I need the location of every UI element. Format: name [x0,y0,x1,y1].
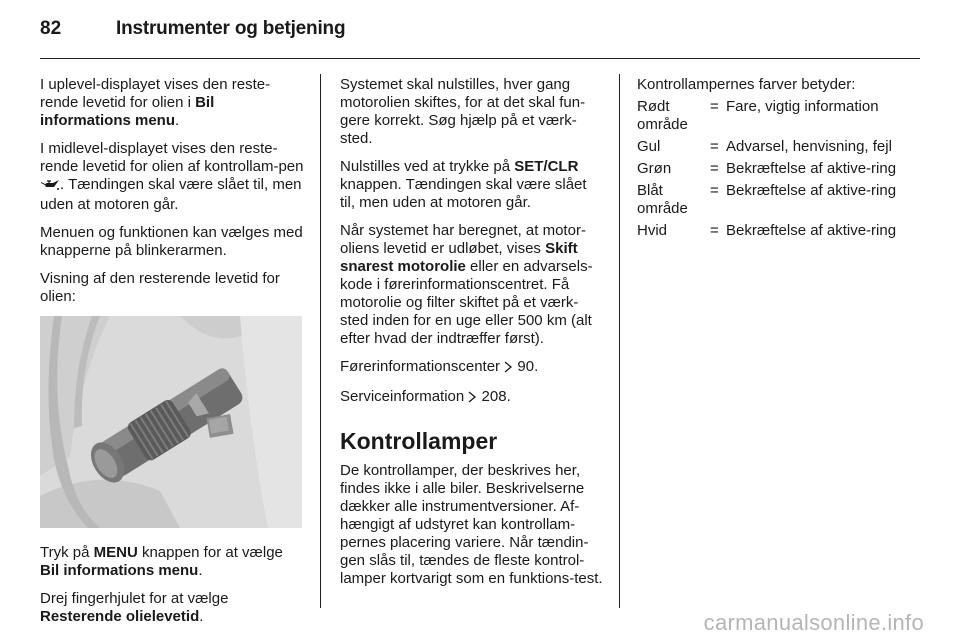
table-row [637,138,922,160]
table-row [637,182,922,222]
column-divider-1 [320,74,321,608]
paragraph: I midlevel-displayet vises den reste-rende levetid for olien af kontrollam-pen . Tændingen skal være slået til, men uden at motoren går. [40,140,304,213]
table-row [637,98,922,138]
oil-can-icon [40,178,60,196]
paragraph: I uplevel-displayet vises den reste-rende levetid for olien i Bil informations menu. [40,76,271,129]
table-intro: Kontrollampernes farver betyder: [637,76,856,93]
paragraph: Drej fingerhjulet for at vælge Resterende olielevetid. [40,590,229,625]
header-rule [40,58,920,59]
paragraph: Når systemet har beregnet, at motor-oliens levetid er udløbet, vises Skift snarest motorolie eller en advarsels-kode i førerinformationscentret. Få motorolie og filter skiftet på et værk-sted inden for en uge eller 500 km (alt efter hvad der indtræffer først). [340,222,593,347]
column-2 [340,76,605,598]
color-meaning: Bekræftelse af aktive-ring [726,160,897,177]
color-name: Rødt område [637,98,688,133]
menu-item-name: Resterende olielevetid [40,608,200,625]
equals-sign: = [710,222,719,239]
paragraph: Nulstilles ved at trykke på SET/CLR knappen. Tændingen skal være slået til, men uden at motoren går. [340,158,587,211]
column-3 [637,76,922,244]
menu-name: Bil informations menu [40,94,215,129]
color-name: Blåt område [637,182,688,217]
color-name: Grøn [637,160,672,177]
equals-sign: = [710,160,719,177]
paragraph: Systemet skal nulstilles, hver gang motorolien skiftes, for at det skal fun-gere korrekt. Søg hjælp på et værk-sted. [340,76,586,147]
color-meaning: Fare, vigtig information [726,98,879,115]
equals-sign: = [710,98,719,115]
color-name: Gul [637,138,661,155]
color-meaning: Bekræftelse af aktive-ring [726,182,897,199]
table-row [637,160,922,182]
cross-reference[interactable]: Førerinformationscenter 90. [340,358,605,378]
paragraph: Tryk på MENU knappen for at vælge Bil informations menu. [40,544,283,579]
cross-reference[interactable]: Serviceinformation 208. [340,388,605,408]
section-title: Kontrollamper [340,428,498,454]
paragraph: Menuen og funktionen kan vælges med knapperne på blinkerarmen. [40,224,303,259]
equals-sign: = [710,182,719,199]
color-name: Hvid [637,222,668,239]
button-name: MENU [93,544,138,561]
color-meaning: Advarsel, henvisning, fejl [726,138,892,155]
lamp-color-table [637,98,922,244]
paragraph: De kontrollamper, der beskrives her, findes ikke i alle biler. Beskrivelserne dækker alle instrumentversioner. Af-hængigt af udstyret kan kontrollam-pernes placering variere. Når tændin-gen slås til, tændes de fleste kontrol-lamper kortvarigt som en funktions-test. [340,462,603,587]
paragraph: Visning af den resterende levetid for olien: [40,270,280,305]
turn-signal-lever-illustration [40,316,302,528]
column-1 [40,76,306,636]
column-divider-2 [619,74,620,608]
page-header [40,18,345,48]
button-name: SET/CLR [514,158,579,175]
chapter-title: Instrumenter og betjening [116,18,346,39]
watermark: carmanualsonline.info [703,610,924,635]
page-reference-icon [504,360,513,378]
page-number: 82 [40,18,62,39]
message-text: Skift snarest motorolie [340,240,578,275]
color-meaning: Bekræftelse af aktive-ring [726,222,897,239]
menu-name: Bil informations menu [40,562,199,579]
table-row [637,222,922,244]
equals-sign: = [710,138,719,155]
